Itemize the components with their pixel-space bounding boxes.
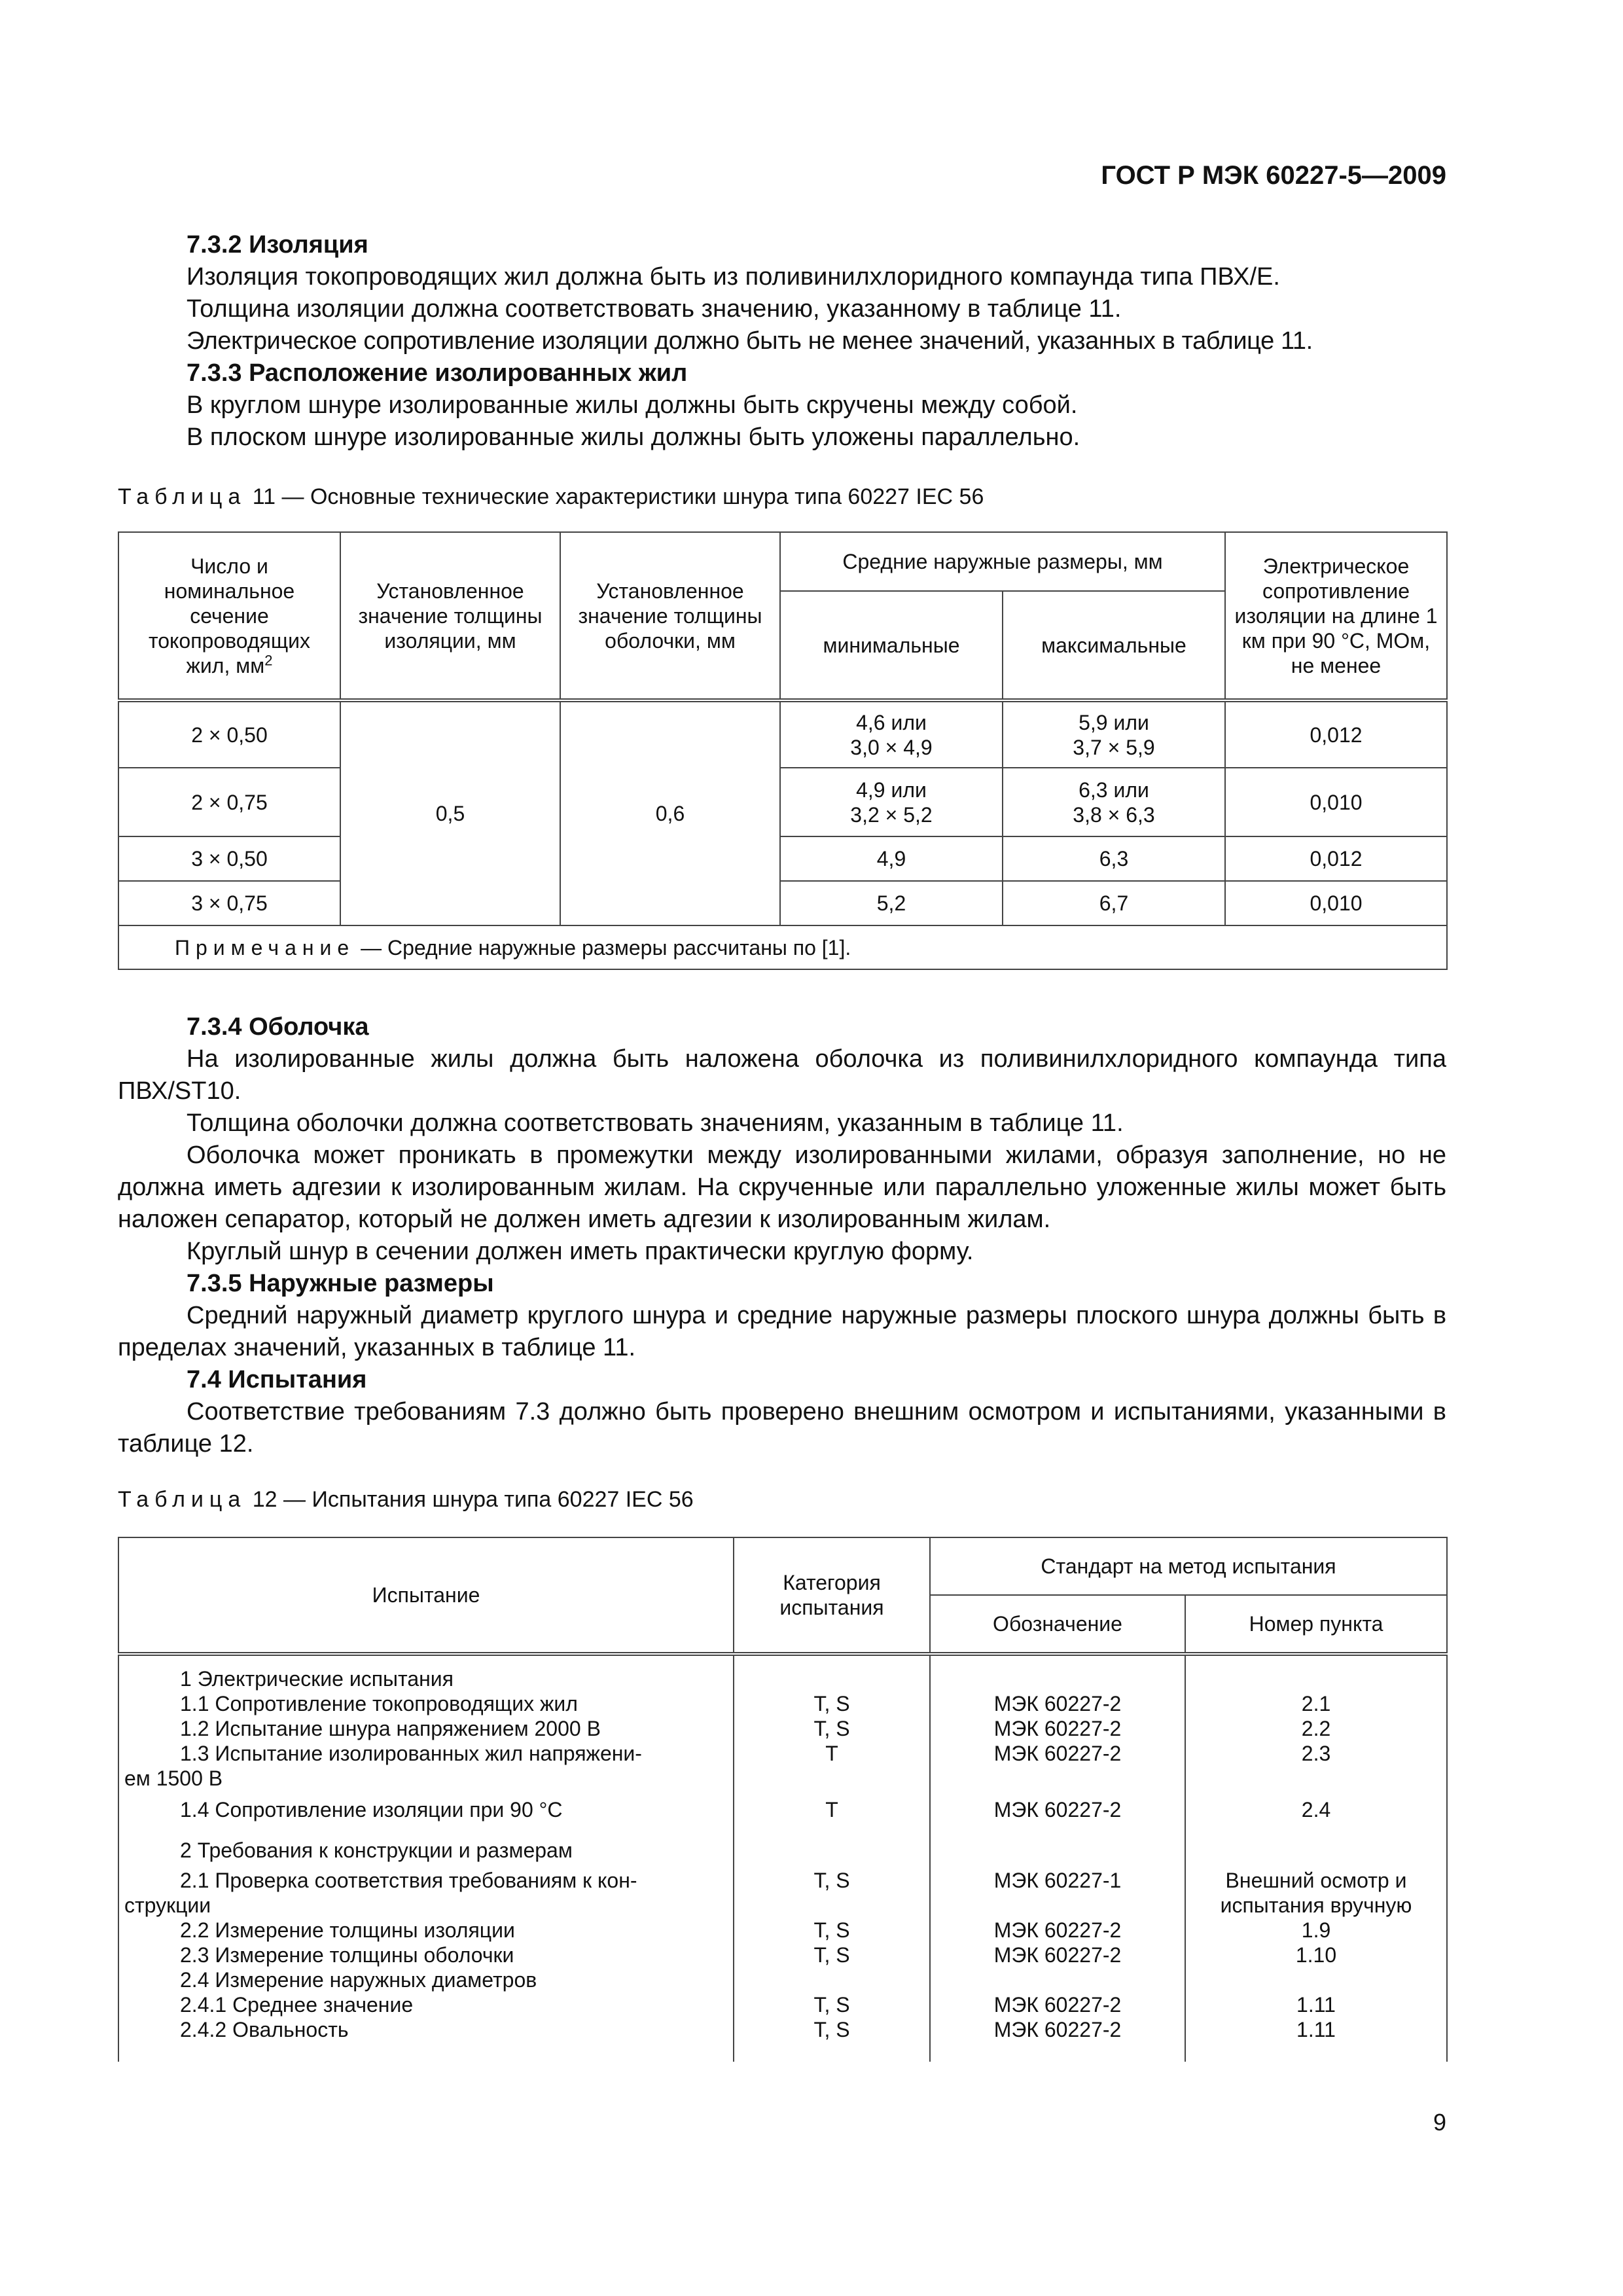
table-cell: Т, S Т, S Т Т Т, S Т, S Т, S Т, S Т, S	[734, 1654, 930, 2062]
table-cell: 6,7	[1003, 881, 1225, 925]
header-cell: Установленное значение толщины оболочки, мм	[560, 532, 780, 700]
header-cell: Установленное значение толщины изоляции, мм	[340, 532, 560, 700]
header-cell: Стандарт на метод испытания	[930, 1537, 1447, 1595]
table-cell: 0,010	[1225, 881, 1447, 925]
paragraph: Электрическое сопротивление изоляции должно быть не менее значений, указанных в таблице 11.	[187, 327, 1313, 355]
heading-7-4: 7.4 Испытания	[187, 1366, 367, 1393]
table-cell: 3 × 0,50	[118, 836, 340, 881]
caption-text: 12 — Испытания шнура типа 60227 IEC 56	[246, 1487, 694, 1512]
header-cell: Обозначение	[930, 1595, 1185, 1654]
table-11	[118, 531, 1448, 970]
paragraph: Оболочка может проникать в промежутки между изолированными жилами, образуя заполнение, но не должна иметь адгезии к изолированным жилам. На скрученные или параллельно уложенные жилы может быть наложен сепаратор, который не должен иметь адгезии к изолированным жилам.	[118, 1141, 1446, 1233]
table-cell: 2 × 0,75	[118, 768, 340, 836]
table-note: Примечание — Средние наружные размеры рассчитаны по [1].	[118, 925, 1447, 969]
table-cell: 4,9	[780, 836, 1003, 881]
table-cell: 0,010	[1225, 768, 1447, 836]
table-cell: 4,9 или 3,2 × 5,2	[780, 768, 1003, 836]
table-cell: 2 × 0,50	[118, 700, 340, 768]
header-cell: Номер пункта	[1185, 1595, 1447, 1654]
table-cell: 0,5	[340, 700, 560, 925]
table-cell: 2.1 2.2 2.3 2.4 Внешний осмотр и испытания вручную 1.9 1.10 1.11 1.11	[1185, 1654, 1447, 2062]
paragraph: На изолированные жилы должна быть наложена оболочка из поливинилхлоридного компаунда типа ПВХ/ST10.	[118, 1045, 1446, 1105]
table-cell: 5,9 или 3,7 × 5,9	[1003, 700, 1225, 768]
header-cell: Испытание	[118, 1537, 734, 1654]
page-number: 9	[1433, 2109, 1446, 2136]
heading-7-3-2: 7.3.2 Изоляция	[187, 231, 368, 259]
table-cell: 1 Электрические испытания 1.1 Сопротивление токопроводящих жил 1.2 Испытание шнура напряжением 2000 В 1.3 Испытание изолированных жил напряжени- ем 1500 В 1.4 Сопротивление изоляции при 90 °С 2 Требования к конструкции и размерам 2.1 Проверка соответствия требованиям к кон- струкции 2.2 Измерение толщины изоляции 2.3 Измерение толщины оболочки 2.4 Измерение наружных диаметров 2.4.1 Среднее значение 2.4.2 Овальность	[118, 1654, 734, 2062]
heading-7-3-4: 7.3.4 Оболочка	[187, 1013, 369, 1041]
section-7-3-2-7-3-3	[118, 229, 1446, 454]
table-cell: 0,012	[1225, 700, 1447, 768]
table-cell: 0,6	[560, 700, 780, 925]
paragraph: Средний наружный диаметр круглого шнура и средние наружные размеры плоского шнура должны быть в пределах значений, указанных в таблице 11.	[118, 1302, 1446, 1361]
header-cell: Число и номинальное сечение токопроводящих жил, $мм^2$	[118, 532, 340, 700]
header-cell: Средние наружные размеры, мм	[780, 532, 1225, 591]
document-id: ГОСТ Р МЭК 60227-5—2009	[1101, 161, 1446, 190]
table-12-caption	[118, 1487, 694, 1513]
paragraph: Толщина изоляции должна соответствовать значению, указанному в таблице 11.	[187, 295, 1122, 323]
heading-7-3-3: 7.3.3 Расположение изолированных жил	[187, 359, 688, 387]
table-cell: 6,3 или 3,8 × 6,3	[1003, 768, 1225, 836]
paragraph: В плоском шнуре изолированные жилы должны быть уложены параллельно.	[187, 423, 1080, 451]
table-cell: 0,012	[1225, 836, 1447, 881]
table-12	[118, 1537, 1448, 2062]
header-cell: Электрическое сопротивление изоляции на длине 1 км при 90 °С, МОм, не менее	[1225, 532, 1447, 700]
section-7-3-4-7-4	[118, 1011, 1446, 1460]
paragraph: Толщина оболочки должна соответствовать значениям, указанным в таблице 11.	[187, 1109, 1124, 1137]
paragraph: Круглый шнур в сечении должен иметь практически круглую форму.	[187, 1238, 974, 1265]
paragraph: В круглом шнуре изолированные жилы должны быть скручены между собой.	[187, 391, 1078, 419]
caption-text: 11 — Основные технические характеристики шнура типа 60227 IEC 56	[246, 484, 984, 509]
header-cell: минимальные	[780, 591, 1003, 700]
caption-label: Таблица	[118, 484, 247, 509]
table-cell: 5,2	[780, 881, 1003, 925]
table-cell: 6,3	[1003, 836, 1225, 881]
table-cell: МЭК 60227-2 МЭК 60227-2 МЭК 60227-2 МЭК 60227-2 МЭК 60227-1 МЭК 60227-2 МЭК 60227-2 МЭК 60227-2 МЭК 60227-2	[930, 1654, 1185, 2062]
table-cell: 3 × 0,75	[118, 881, 340, 925]
header-cell: максимальные	[1003, 591, 1225, 700]
table-11-caption	[118, 484, 984, 510]
header-cell: Категория испытания	[734, 1537, 930, 1654]
table-cell: 4,6 или 3,0 × 4,9	[780, 700, 1003, 768]
caption-label: Таблица	[118, 1487, 247, 1512]
paragraph: Изоляция токопроводящих жил должна быть из поливинилхлоридного компаунда типа ПВХ/Е.	[187, 263, 1280, 291]
heading-7-3-5: 7.3.5 Наружные размеры	[187, 1270, 494, 1297]
paragraph: Соответствие требованиям 7.3 должно быть проверено внешним осмотром и испытаниями, указанными в таблице 12.	[118, 1398, 1446, 1458]
